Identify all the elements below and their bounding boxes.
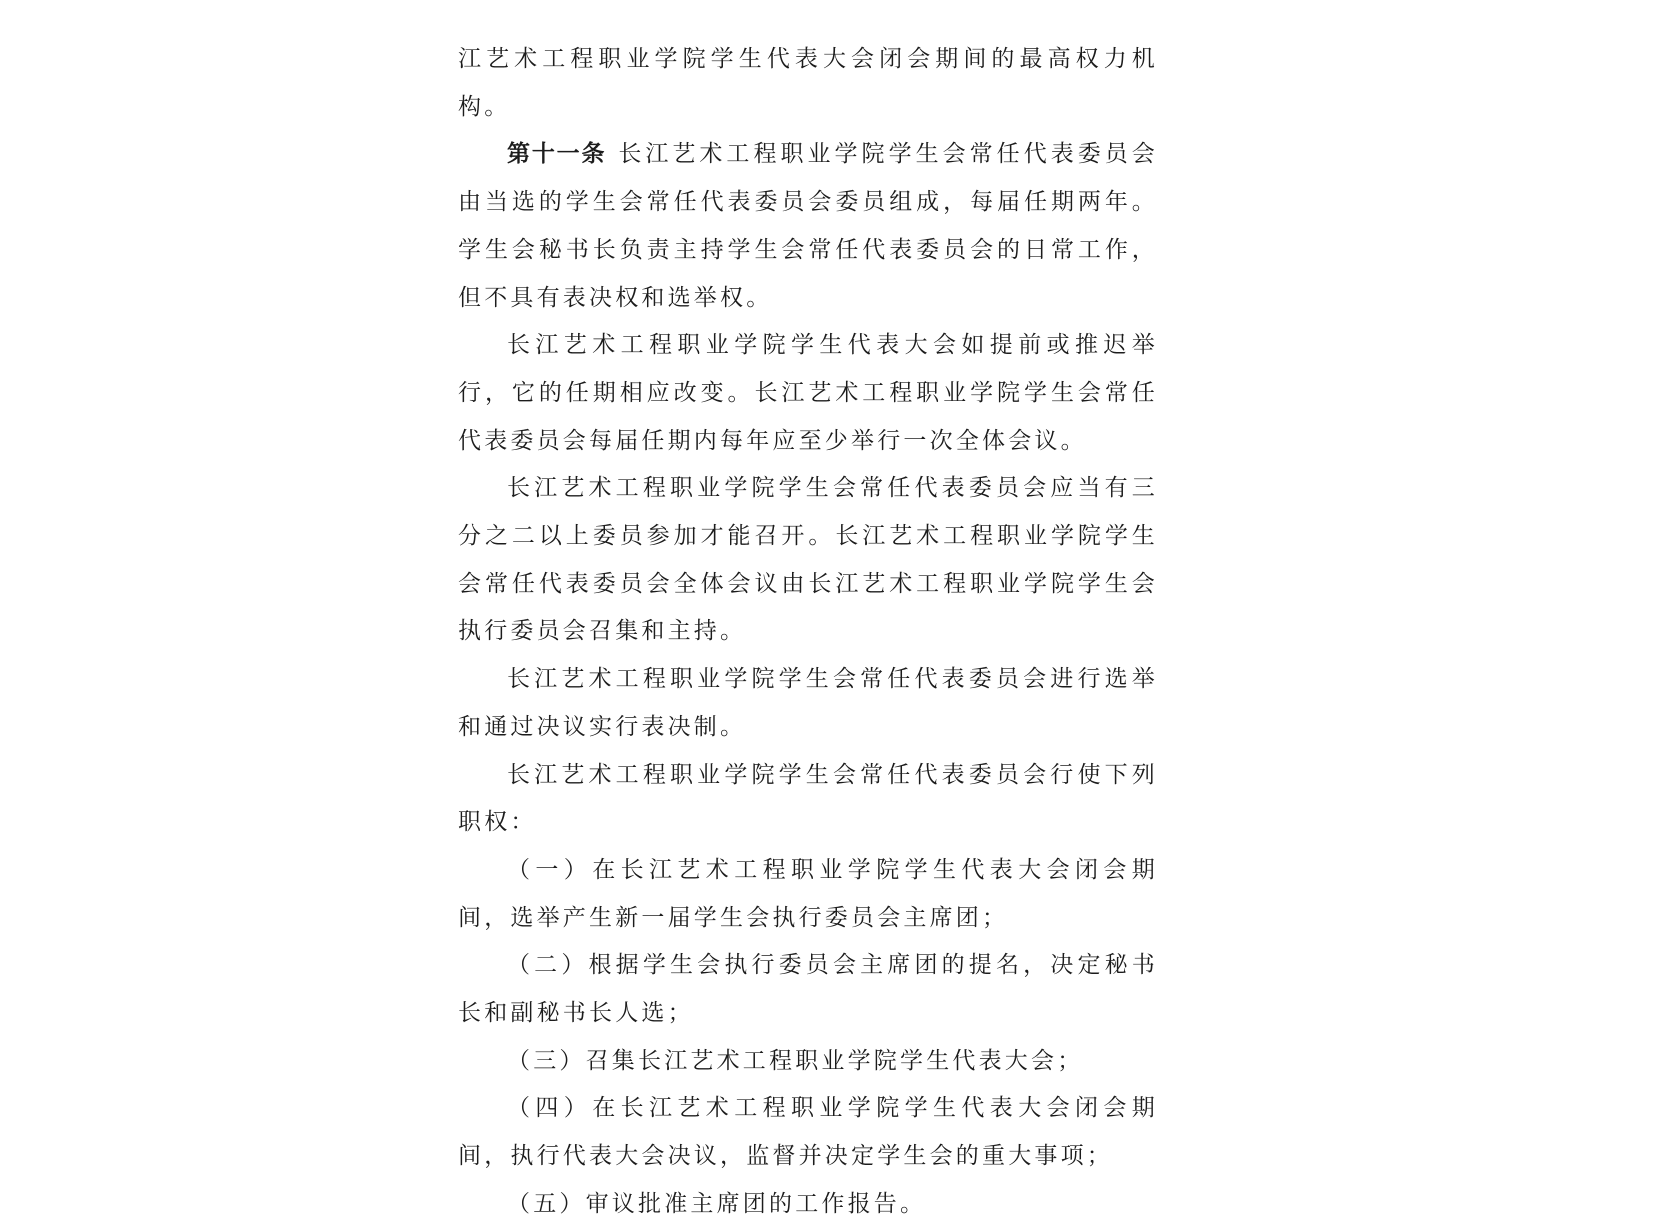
article-11-label: 第十一条 <box>507 141 607 168</box>
power-item-1: （一）在长江艺术工程职业学院学生代表大会闭会期间，选举产生新一届学生会执行委员会主席团； <box>458 856 1158 931</box>
power-item-4: （四）在长江艺术工程职业学院学生代表大会闭会期间，执行代表大会决议，监督并决定学生会的重大事项； <box>458 1095 1158 1170</box>
term-paragraph: 长江艺术工程职业学院学生代表大会如提前或推迟举行，它的任期相应改变。长江艺术工程职业学院学生会常任代表委员会每届任期内每年应至少举行一次全体会议。 <box>458 332 1158 454</box>
power-item-3: （三）召集长江艺术工程职业学院学生代表大会； <box>507 1047 1084 1074</box>
document-body <box>458 36 1158 1229</box>
voting-paragraph: 长江艺术工程职业学院学生会常任代表委员会进行选举和通过决议实行表决制。 <box>458 666 1158 740</box>
power-item-2: （二）根据学生会执行委员会主席团的提名，决定秘书长和副秘书长人选； <box>458 952 1158 1027</box>
article-11-text: 长江艺术工程职业学院学生会常任代表委员会由当选的学生会常任代表委员会委员组成，每届任期两年。学生会秘书长负责主持学生会常任代表委员会的日常工作，但不具有表决权和选举权。 <box>458 141 1159 311</box>
quorum-paragraph: 长江艺术工程职业学院学生会常任代表委员会应当有三分之二以上委员参加才能召开。长江艺术工程职业学院学生会常任代表委员会全体会议由长江艺术工程职业学院学生会执行委员会召集和主持。 <box>458 475 1158 645</box>
powers-intro-paragraph: 长江艺术工程职业学院学生会常任代表委员会行使下列职权： <box>458 761 1158 836</box>
continuation-paragraph: 江艺术工程职业学院学生代表大会闭会期间的最高权力机构。 <box>458 46 1158 120</box>
power-item-5: （五）审议批准主席团的工作报告。 <box>507 1190 927 1217</box>
article-11-paragraph <box>458 131 1158 322</box>
